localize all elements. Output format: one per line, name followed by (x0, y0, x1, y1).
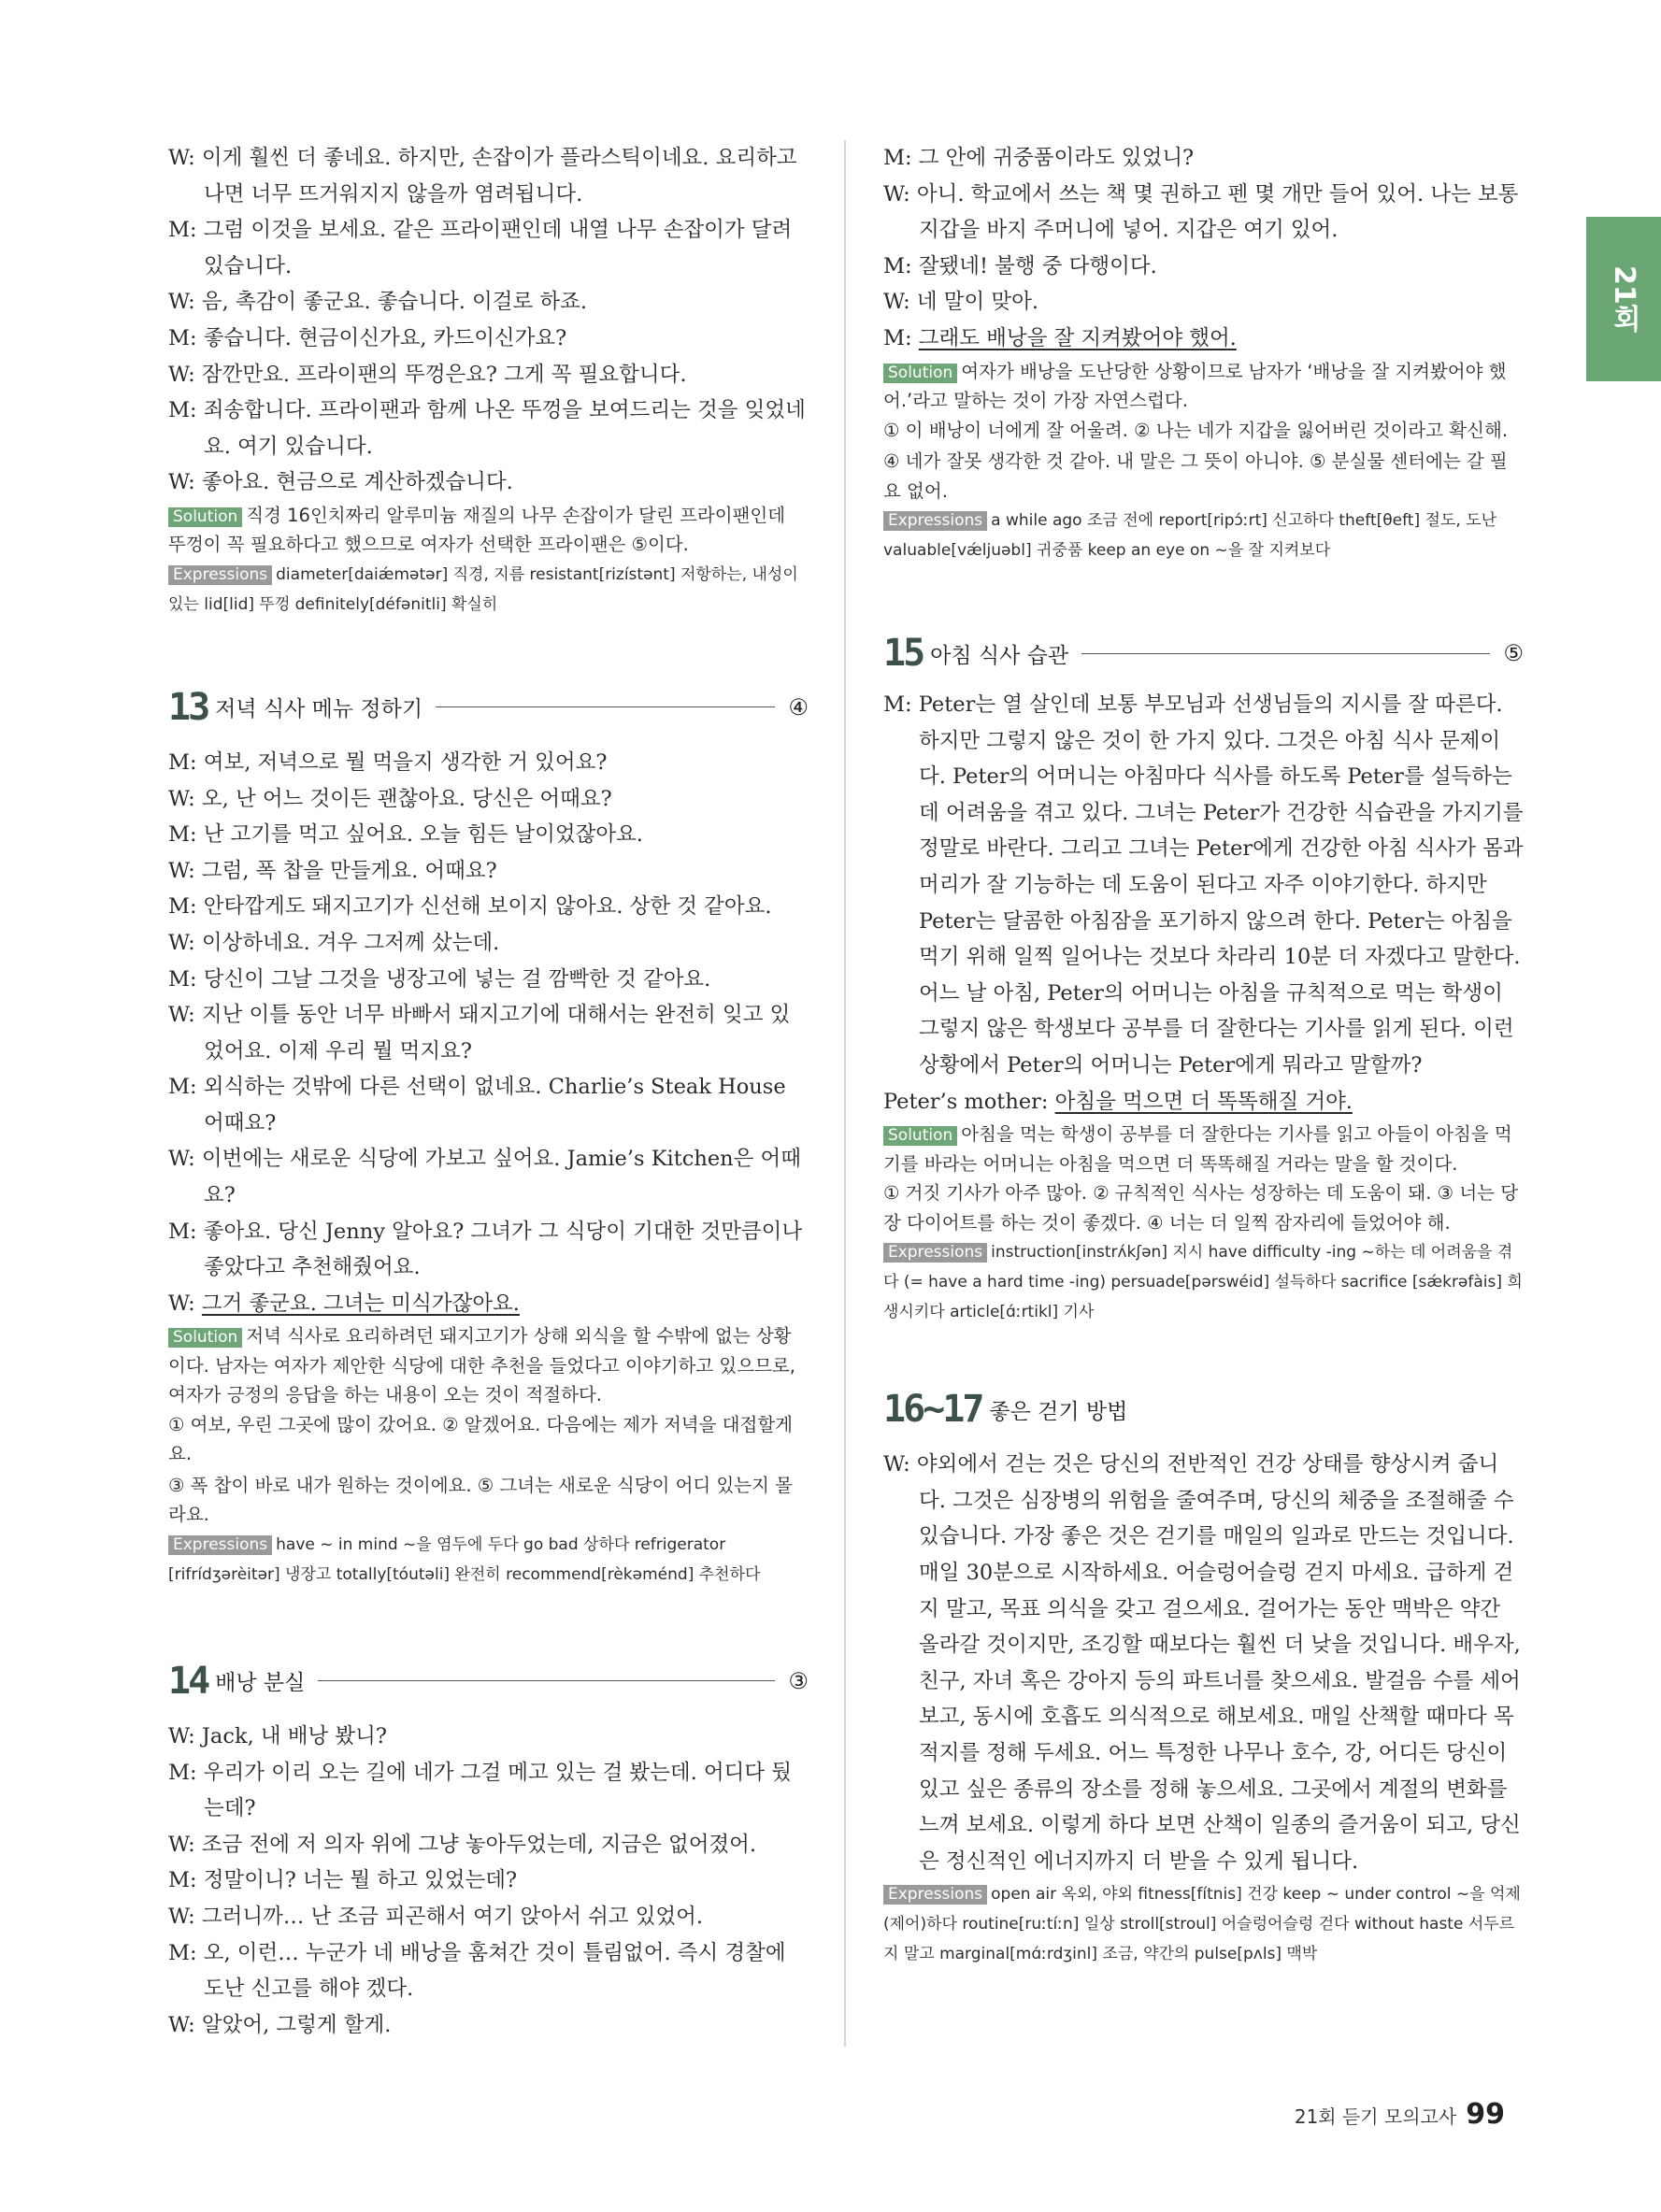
right-column (883, 140, 1524, 1969)
expressions-12: Expressions diameter[daiǽmətər] 직경, 지름 resistant[rizístənt] 저항하는, 내성이 있는 lid[lid] 뚜껑 definitely[défənitli] 확실히 (168, 564, 798, 614)
dialogue-line: W: 네 말이 맞아. (883, 290, 1039, 315)
dialogue-line: M: 좋습니다. 현금이신가요, 카드이신가요? (168, 325, 567, 350)
expressions-tag: Expressions (883, 1885, 987, 1905)
expressions-tag: Expressions (168, 1535, 272, 1555)
option-line: ① 이 배낭이 너에게 잘 어울려. ② 나는 네가 지갑을 잃어버린 것이라고 확신해. (883, 419, 1509, 441)
footer-title: 21회 듣기 모의고사 (1294, 2105, 1457, 2128)
dialogue-13 (168, 745, 809, 1286)
section-16-17-header (883, 1383, 1524, 1435)
section-rule (1081, 653, 1490, 654)
dialogue-line: W: 이게 훨씬 더 좋네요. 하지만, 손잡이가 플라스틱이네요. 요리하고 나면 너무 뜨거워지지 않을까 염려됩니다. (168, 146, 797, 207)
dialogue-line: M: 죄송합니다. 프라이팬과 함께 나온 뚜껑을 보여드리는 것을 잊었네요. 여기 있습니다. (168, 398, 806, 459)
solution-tag: Solution (168, 507, 242, 527)
dialogue-line: M: 외식하는 것밖에 다른 선택이 없네요. Charlie’s Steak House 어때요? (168, 1075, 786, 1135)
dialogue-line: M: 당신이 그날 그것을 냉장고에 넣는 걸 깜빡한 것 같아요. (168, 966, 711, 992)
expressions-13: Expressions have ~ in mind ~을 염두에 두다 go bad 상하다 refrigerator [rifrídʒərèitər] 냉장고 totally[tóutəli] 완전히 recommend[rèkəménd] 추천하다 (168, 1534, 761, 1584)
option-line: ④ 네가 잘못 생각한 것 같아. 내 말은 그 뜻이 아니야. ⑤ 분실물 센터에는 갈 필요 없어. (883, 450, 1508, 502)
section-number: 16~17 (883, 1388, 982, 1432)
answer-underline: 그래도 배낭을 잘 지켜봤어야 했어. (918, 325, 1237, 350)
dialogue-line: W: 그거 좋군요. 그녀는 미식가잖아요. (168, 1291, 520, 1316)
dialogue-line: M: 좋아요. 당신 Jenny 알아요? 그녀가 그 식당이 기대한 것만큼이나 좋았다고 추천해줬어요. (168, 1219, 803, 1280)
column-divider (844, 140, 846, 2047)
section-13-header (168, 681, 809, 734)
solution-15: Solution 아침을 먹는 학생이 공부를 더 잘한다는 기사를 읽고 아들이 아침을 먹기를 바라는 어머니는 아침을 먹으면 더 똑똑해질 거라는 말을 할 것이다. (883, 1123, 1512, 1175)
dialogue-12-continued (168, 140, 809, 501)
dialogue-line: W: 이번에는 새로운 식당에 가보고 싶어요. Jamie’s Kitchen은 어때요? (168, 1147, 802, 1208)
section-title: 아침 식사 습관 (930, 643, 1069, 668)
section-answer: ③ (788, 1667, 809, 1694)
dialogue-line: W: 야외에서 걷는 것은 당신의 전반적인 건강 상태를 향상시켜 줍니다. 그것은 심장병의 위험을 줄여주며, 당신의 체중을 조절해줄 수 있습니다. 가장 좋은 것은 걷기를 매일의 일과로 만드는 것입니다. 매일 30분으로 시작하세요. 어슬렁어슬렁 걷지 마세요. 급하게 걷지 말고, 목표 의식을 갖고 걸으세요. 걸어가는 동안 맥박은 약간 올라갈 것이지만, 조깅할 때보다는 훨씬 더 낮을 것입니다. 배우자, 친구, 자녀 혹은 강아지 등의 파트너를 찾으세요. 발걸음 수를 세어보고, 동시에 호흡도 의식적으로 해보세요. 매일 산책할 때마다 목적지를 정해 두세요. 어느 특정한 나무나 호수, 강, 어디든 당신이 있고 싶은 종류의 장소를 정해 놓으세요. 그곳에서 계절의 변화를 느껴 보세요. 이렇게 하다 보면 산책이 일종의 즐거움이 되고, 당신은 정신적인 에너지까지 더 받을 수 있게 됩니다. (883, 1452, 1521, 1874)
section-answer: ④ (788, 693, 809, 721)
section-number: 14 (168, 1659, 208, 1703)
dialogue-line: M: Peter는 열 살인데 보통 부모님과 선생님들의 지시를 잘 따른다. 하지만 그렇지 않은 것이 한 가지 있다. 그것은 아침 식사 문제이다. Peter의 어머니는 아침마다 식사를 하도록 Peter를 설득하는 데 어려움을 겪고 있다. 그녀는 Peter가 건강한 식습관을 가지기를 정말로 바란다. 그리고 그녀는 Peter에게 건강한 아침 식사가 몸과 머리가 잘 기능하는 데 도움이 된다고 자주 이야기한다. 하지만 Peter는 달콤한 아침잠을 포기하지 않으려 한다. Peter는 아침을 먹기 위해 일찍 일어나는 것보다 차라리 10분 더 자겠다고 말한다. 어느 날 아침, Peter의 어머니는 아침을 규칙적으로 먹는 학생이 그렇지 않은 학생보다 공부를 더 잘한다는 기사를 읽게 된다. 이런 상황에서 Peter의 어머니는 Peter에게 뭐라고 말할까? (883, 692, 1524, 1077)
section-title: 좋은 걷기 방법 (989, 1399, 1128, 1424)
dialogue-line: W: 좋아요. 현금으로 계산하겠습니다. (168, 470, 513, 495)
monologue-16-17 (883, 1447, 1524, 1879)
section-15-header (883, 627, 1524, 679)
section-answer: ⑤ (1503, 640, 1524, 667)
page-number: 99 (1466, 2098, 1505, 2131)
dialogue-line: W: 잠깐만요. 프라이팬의 뚜껑은요? 그게 꼭 필요합니다. (168, 362, 687, 387)
dialogue-line: M: 여보, 저녁으로 뭘 먹을지 생각한 거 있어요? (168, 749, 608, 775)
dialogue-line: W: 지난 이틀 동안 너무 바빠서 돼지고기에 대해서는 완전히 잊고 있었어요. 이제 우리 뭘 먹지요? (168, 1003, 791, 1063)
dialogue-line: M: 잘됐네! 불행 중 다행이다. (883, 253, 1157, 278)
dialogue-line: W: 오, 난 어느 것이든 괜찮아요. 당신은 어때요? (168, 786, 612, 811)
options-13 (168, 1410, 809, 1530)
option-line: ① 거짓 기사가 아주 많아. ② 규칙적인 식사는 성장하는 데 도움이 돼. ③ 너는 당장 다이어트를 하는 것이 좋겠다. ④ 너는 더 일찍 잠자리에 들었어야 해. (883, 1182, 1519, 1234)
section-number: 15 (883, 632, 924, 676)
expressions-tag: Expressions (883, 1243, 987, 1263)
dialogue-line: M: 우리가 이리 오는 길에 네가 그걸 메고 있는 걸 봤는데. 어디다 뒀는데? (168, 1760, 792, 1821)
section-rule (318, 1680, 775, 1681)
solution-12: Solution 직경 16인치짜리 알루미늄 재질의 나무 손잡이가 달린 프라이팬인데 뚜껑이 꼭 필요하다고 했으므로 여자가 선택한 프라이팬은 ⑤이다. (168, 504, 786, 556)
solution-tag: Solution (168, 1328, 242, 1348)
dialogue-line: W: 이상하네요. 겨우 그저께 샀는데. (168, 930, 500, 955)
expressions-14: Expressions a while ago 조금 전에 report[ripɔ́ːrt] 신고하다 theft[θeft] 절도, 도난 valuable[vǽljuəbl] 귀중품 keep an eye on ~을 잘 지켜보다 (883, 511, 1496, 561)
section-number: 13 (168, 685, 208, 729)
dialogue-line: W: 그러니까… 난 조금 피곤해서 여기 앉아서 쉬고 있었어. (168, 1904, 704, 1929)
answer-underline: 그거 좋군요. 그녀는 미식가잖아요. (201, 1291, 520, 1316)
dialogue-line: W: 음, 촉감이 좋군요. 좋습니다. 이걸로 하죠. (168, 290, 588, 315)
section-14-header (168, 1655, 809, 1707)
dialogue-line: W: 조금 전에 저 의자 위에 그냥 놓아두었는데, 지금은 없어졌어. (168, 1832, 757, 1857)
solution-tag: Solution (883, 1126, 957, 1146)
solution-tag: Solution (883, 364, 957, 383)
section-rule (436, 706, 775, 707)
dialogue-line: M: 정말이니? 너는 뭘 하고 있었는데? (168, 1868, 518, 1893)
option-line: ① 여보, 우린 그곳에 많이 갔어요. ② 알겠어요. 다음에는 제가 저녁을 대접할게요. (168, 1413, 794, 1465)
dialogue-line: M: 난 고기를 먹고 싶어요. 오늘 힘든 날이었잖아요. (168, 822, 643, 848)
page-footer (1295, 2098, 1505, 2131)
options-15 (883, 1178, 1524, 1237)
expressions-tag: Expressions (168, 565, 272, 585)
section-title: 저녁 식사 메뉴 정하기 (215, 697, 423, 722)
dialogue-line: M: 안타깝게도 돼지고기가 신선해 보이지 않아요. 상한 것 같아요. (168, 894, 772, 920)
dialogue-line: M: 그 안에 귀중품이라도 있었니? (883, 146, 1195, 170)
solution-13: Solution 저녁 식사로 요리하려던 돼지고기가 상해 외식을 할 수밖에 없는 상황이다. 남자는 여자가 제안한 식당에 대한 추천을 들었다고 이야기하고 있으므로, 여자가 긍정의 응답을 하는 내용이 오는 것이 적절하다. (168, 1325, 795, 1406)
dialogue-line: W: 아니. 학교에서 쓰는 책 몇 권하고 펜 몇 개만 들어 있어. 나는 보통 지갑을 바지 주머니에 넣어. 지갑은 여기 있어. (883, 181, 1519, 243)
solution-14: Solution 여자가 배낭을 도난당한 상황이므로 남자가 ‘배낭을 잘 지켜봤어야 했어.’라고 말하는 것이 가장 자연스럽다. (883, 360, 1507, 412)
monologue-15 (883, 687, 1524, 1084)
expressions-16-17: Expressions open air 옥외, 야외 fitness[fítnis] 건강 keep ~ under control ~을 억제(제어)하다 routine[ruːtíːn] 일상 stroll[stroul] 어슬렁어슬렁 걷다 without haste 서두르지 말고 marginal[mɑ́ːrdʒinl] 조금, 약간의 pulse[pʌls] 맥박 (883, 1885, 1521, 1964)
expressions-tag: Expressions (883, 511, 987, 531)
left-column (168, 140, 809, 2043)
dialogue-14 (168, 1719, 809, 2043)
dialogue-14-continued (883, 140, 1524, 321)
dialogue-line: W: 그럼, 폭 찹을 만들게요. 어때요? (168, 858, 497, 883)
dialogue-line: M: 오, 이런… 누군가 네 배낭을 훔쳐간 것이 틀림없어. 즉시 경찰에 도난 신고를 해야 겠다. (168, 1940, 786, 2002)
dialogue-line: W: Jack, 내 배낭 봤니? (168, 1723, 387, 1748)
dialogue-line: M: 그럼 이것을 보세요. 같은 프라이팬인데 내열 나무 손잡이가 달려있습니다. (168, 218, 793, 278)
option-line: ③ 폭 찹이 바로 내가 원하는 것이에요. ⑤ 그녀는 새로운 식당이 어디 있는지 몰라요. (168, 1474, 794, 1526)
dialogue-line: Peter’s mother: 아침을 먹으면 더 똑똑해질 거야. (883, 1089, 1353, 1114)
round-side-tab: 21회 (1586, 217, 1661, 381)
dialogue-line: M: 그래도 배낭을 잘 지켜봤어야 했어. (883, 325, 1237, 350)
section-title: 배낭 분실 (215, 1671, 306, 1696)
expressions-15: Expressions instruction[instrʌ́kʃən] 지시 have difficulty -ing ~하는 데 어려움을 겪다 (= have a hard time -ing) persuade[pərswéid] 설득하다 sacrifice [sǽkrəfàis] 희생시키다 article[ɑ́ːrtikl] 기사 (883, 1243, 1523, 1322)
options-14 (883, 416, 1524, 507)
answer-underline: 아침을 먹으면 더 똑똑해질 거야. (1054, 1089, 1353, 1114)
dialogue-line: W: 알았어, 그렇게 할게. (168, 2012, 392, 2037)
